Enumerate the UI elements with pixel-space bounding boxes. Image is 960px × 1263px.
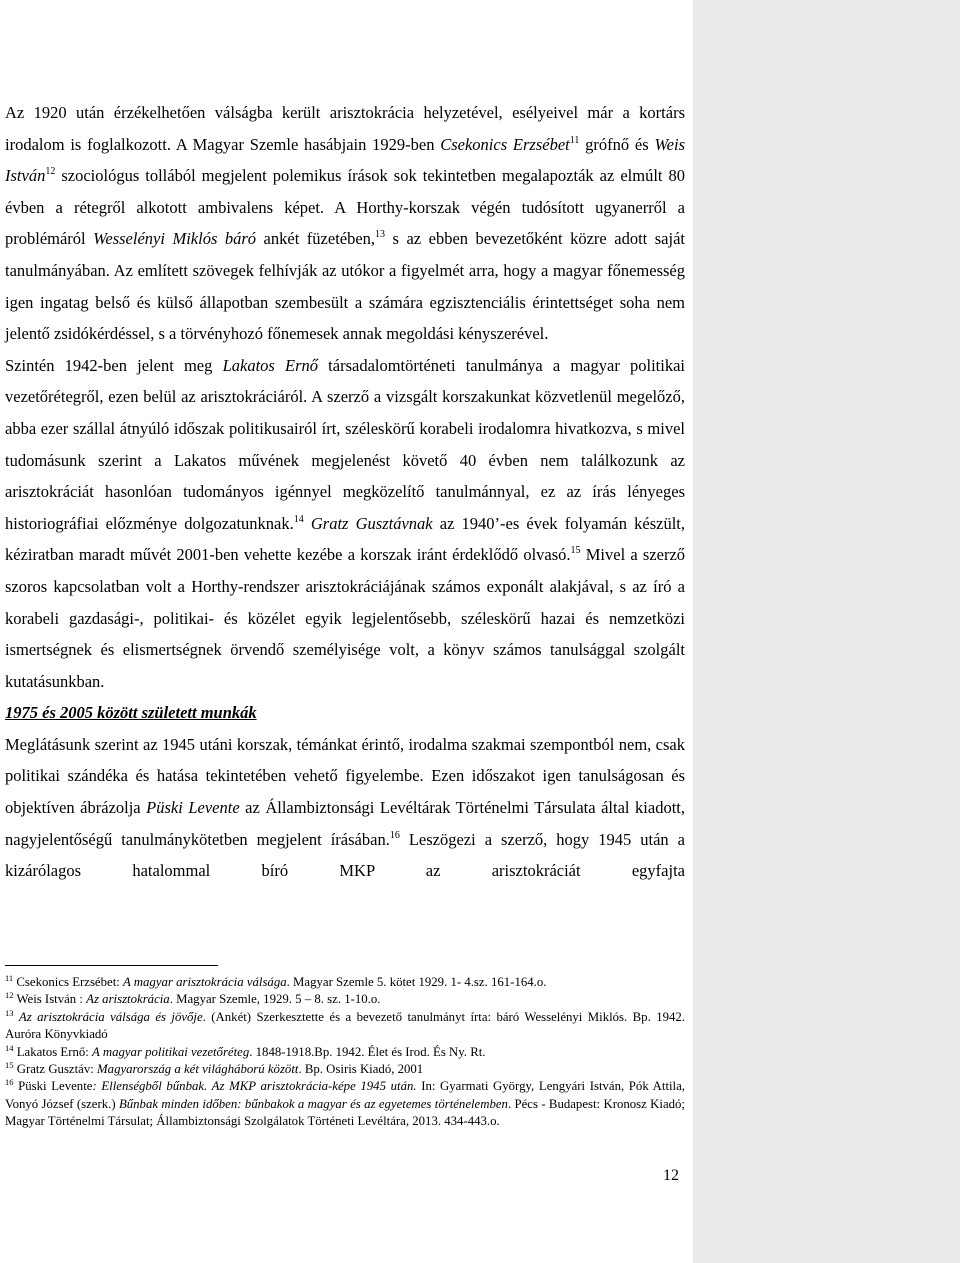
author-name: Weis István <box>5 134 686 186</box>
footnote-13 <box>5 1009 685 1044</box>
work-title: Bűnbak minden időben: bűnbakok a magyar és az egyetemes történelemben <box>118 1096 508 1111</box>
footnote-ref[interactable]: 16 <box>389 829 400 841</box>
footnote-15 <box>5 1061 685 1078</box>
text-run: Az 1920 után érzékelhetően válságba került arisztokrácia helyzetével, esélyeivel már a kortárs irodalom is foglalkozott. A Magyar Szemle hasábjain 1929-ben <box>5 103 685 154</box>
work-title: A magyar politikai vezetőréteg <box>92 1044 250 1059</box>
author-name: Wesselényi Miklós báró <box>93 229 257 249</box>
footnote-11 <box>5 974 685 991</box>
text-run: Püski Levente <box>13 1079 93 1094</box>
text-run: grófnő és <box>579 134 655 154</box>
text-run: társadalomtörténeti tanulmánya a magyar politikai vezetőrétegről, ezen belül az arisztokráciáról. A szerző a vizsgált korszakunkat közvetlenül megelőző, abba ezer szállal átnyúló időszak politikusairól írt, széleskörű korabeli irodalomra hivatkozva, s mivel tudomásunk szerint a Lakatos művének megjelenést követő 40 évben nem találkozunk az arisztokráciát hasonlóan tudományos igénnyel megközelítő tanulmánnyal, ez az írás lényeges historiográfiai előzménye dolgozatunknak. <box>5 355 685 533</box>
footnote-ref[interactable]: 13 <box>375 229 386 241</box>
footnote-ref[interactable]: 14 <box>293 513 304 525</box>
author-name: Lakatos Ernő <box>222 355 318 375</box>
text-run: az 1940’-es évek folyamán készült, kéziratban maradt művét 2001-ben vehette kezébe a korszak iránt érdeklődő olvasó. <box>5 513 686 565</box>
text-run: . Magyar Szemle, 1929. 5 – 8. sz. 1-10.o. <box>169 992 381 1007</box>
text-run: . (Ankét) Szerkesztette és a bevezető tanulmányt írta: báró Wesselényi Miklós. Bp. 1942. Auróra Könyvkiadó <box>5 1009 685 1042</box>
footnote-number: 15 <box>5 1060 14 1071</box>
text-run: . Magyar Szemle 5. kötet 1929. 1- 4.sz. 161-164.o. <box>286 975 547 989</box>
text-run: In: Gyarmati György, Lengyári István, Pók Attila, Vonyó József (szerk.) <box>5 1079 685 1111</box>
footnote-number: 16 <box>5 1077 14 1088</box>
footnote-16 <box>5 1078 685 1130</box>
footnote-separator <box>5 965 218 966</box>
work-title: : Ellenségből bűnbak. Az MKP arisztokrácia-képe 1945 után. <box>92 1079 417 1094</box>
text-run: szociológus tollából megjelent polemikus írások sok tekintetben megalapozták az elmúlt 80 évben a rétegről alkotott ambivalens képet. A Horthy-korszak végén tudósított ugyanerről a problémáról <box>5 166 685 249</box>
text-run: Lakatos Ernő: <box>13 1044 93 1059</box>
text-run: s az ebben bevezetőként közre adott saját tanulmányában. Az említett szövegek felhívják az utókor a figyelmét arra, hogy a magyar főnemesség igen ingatag belső és külső állapotban szembesült a számára egzisztenciális érintettséget soha nem jelentő zsidókérdéssel, s a törvényhozó főnemesek annak megoldási kényszerével. <box>5 229 685 344</box>
footnote-ref[interactable]: 11 <box>569 134 580 146</box>
body-text <box>5 97 685 887</box>
work-title: A magyar arisztokrácia válsága <box>123 975 287 989</box>
footnote-14 <box>5 1044 685 1061</box>
work-title: Az arisztokrácia <box>86 992 170 1007</box>
comment-margin <box>693 0 960 1263</box>
text-run: Csekonics Erzsébet: <box>13 975 123 989</box>
paragraph-1 <box>5 97 685 350</box>
page-number: 12 <box>663 1167 679 1184</box>
work-title: Az arisztokrácia válsága és jövője <box>18 1009 203 1024</box>
text-run: Weis István : <box>13 992 87 1007</box>
section-heading: 1975 és 2005 között született munkák <box>5 703 257 723</box>
text-run: Gratz Gusztáv: <box>13 1062 98 1077</box>
footnote-number: 11 <box>5 973 14 983</box>
text-run <box>304 514 311 533</box>
text-run: Szintén 1942-ben jelent meg <box>5 355 223 375</box>
text-run: az Állambiztonsági Levéltárak Történelmi Társulata által kiadott, nagyjelentőségű tanulmánykötetben megjelent írásában. <box>5 798 685 849</box>
text-run: . Pécs - Budapest: Kronosz Kiadó; Magyar Történelmi Társulat; Állambiztonsági Szolgálatok Történeti Levéltára, 2013. 434-443.o. <box>5 1096 685 1129</box>
author-name: Gratz Gusztávnak <box>310 513 433 533</box>
text-run: Mivel a szerző szoros kapcsolatban volt a Horthy-rendszer arisztokráciájának számos exponált alakjával, s az író a korabeli gazdasági-, politikai- és közélet egyik legjelentősebb, széleskörű hazai és nemzetközi ismertségnek és elismertségnek örvendő személyisége volt, a könyv számos tanulsággal szolgált kutatásunkban. <box>5 545 686 691</box>
text-run: . 1848-1918.Bp. 1942. Élet és Irod. És Ny. Rt. <box>249 1044 486 1059</box>
text-run: . Bp. Osiris Kiadó, 2001 <box>298 1062 424 1077</box>
author-name: Csekonics Erzsébet <box>440 134 570 154</box>
footnote-ref[interactable]: 15 <box>570 545 581 557</box>
footnote-number: 14 <box>5 1042 14 1053</box>
author-name: Püski Levente <box>146 798 240 818</box>
text-run: Meglátásunk szerint az 1945 utáni korszak, témánkat érintő, irodalma szakmai szempontból nem, csak politikai szándéka és hatása tekintetében vehető figyelembe. Ezen időszakot igen tanulságosan és objektíven ábrázolja <box>5 734 685 818</box>
footnote-number: 12 <box>5 990 14 1001</box>
text-run: ankét füzetében, <box>256 229 376 249</box>
footnotes <box>5 974 685 1131</box>
paragraph-2 <box>5 350 685 698</box>
paragraph-3 <box>5 729 685 887</box>
footnote-12 <box>5 991 685 1008</box>
footnote-number: 13 <box>5 1007 14 1018</box>
work-title: Magyarország a két világháború között <box>97 1062 299 1077</box>
footnote-ref[interactable]: 12 <box>45 166 56 178</box>
text-run: Leszögezi a szerző, hogy 1945 után a kizárólagos hatalommal bíró MKP az arisztokráciát egyfajta <box>5 829 685 881</box>
